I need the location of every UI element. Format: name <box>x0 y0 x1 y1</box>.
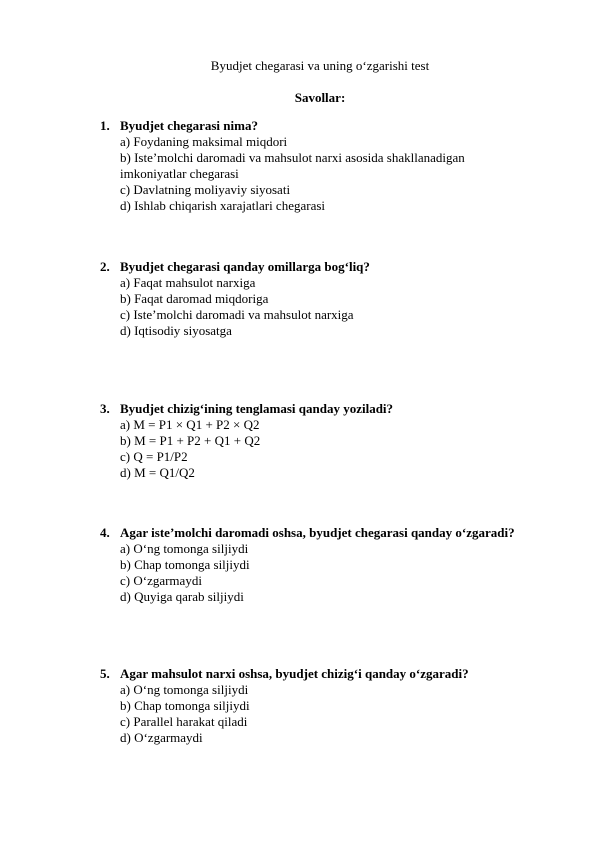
answer-option: a) Faqat mahsulot narxiga <box>120 275 256 290</box>
answer-options <box>100 417 580 481</box>
answer-option: a) Foydaning maksimal miqdori <box>120 134 288 149</box>
question-number: 4. <box>100 525 110 540</box>
question-number: 3. <box>100 401 110 416</box>
answer-option: a) O‘ng tomonga siljiydi <box>120 541 249 556</box>
question-number: 5. <box>100 666 110 681</box>
answer-options <box>100 682 580 746</box>
answer-options <box>100 275 580 339</box>
question-header <box>100 525 580 541</box>
section-heading: Savollar: <box>294 90 346 105</box>
answer-option: d) Quyiga qarab siljiydi <box>120 589 244 604</box>
question-text: Byudjet chegarasi qanday omillarga bog‘liq? <box>120 259 370 274</box>
question-text: Byudjet chegarasi nima? <box>120 118 258 133</box>
question-1 <box>100 118 580 214</box>
answer-option: d) O‘zgarmaydi <box>120 730 203 745</box>
question-header <box>100 118 580 134</box>
answer-option: d) M = Q1/Q2 <box>120 465 195 480</box>
answer-option: c) Parallel harakat qiladi <box>120 714 248 729</box>
question-header <box>100 666 580 682</box>
answer-option: b) M = P1 + P2 + Q1 + Q2 <box>120 433 261 448</box>
answer-options <box>100 134 580 214</box>
question-3 <box>100 401 580 481</box>
answer-options <box>100 541 580 605</box>
page-title: Byudjet chegarasi va uning o‘zgarishi test <box>210 58 430 73</box>
answer-option: b) Faqat daromad miqdoriga <box>120 291 269 306</box>
answer-option: c) Iste’molchi daromadi va mahsulot narxiga <box>120 307 354 322</box>
answer-option: c) O‘zgarmaydi <box>120 573 202 588</box>
answer-option: a) M = P1 × Q1 + P2 × Q2 <box>120 417 260 432</box>
question-text: Byudjet chizig‘ining tenglamasi qanday yoziladi? <box>120 401 394 416</box>
question-header <box>100 259 580 275</box>
answer-option: c) Davlatning moliyaviy siyosati <box>120 182 291 197</box>
question-header <box>100 401 580 417</box>
answer-option: a) O‘ng tomonga siljiydi <box>120 682 249 697</box>
question-number: 2. <box>100 259 110 274</box>
answer-option: b) Chap tomonga siljiydi <box>120 557 250 572</box>
answer-option: d) Iqtisodiy siyosatga <box>120 323 232 338</box>
question-number: 1. <box>100 118 110 133</box>
answer-option: b) Iste’molchi daromadi va mahsulot narxi asosida shakllanadigan imkoniyatlar chegarasi <box>120 150 465 181</box>
question-4 <box>100 525 580 605</box>
question-5 <box>100 666 580 746</box>
answer-option: d) Ishlab chiqarish xarajatlari chegarasi <box>120 198 326 213</box>
question-text: Agar iste’molchi daromadi oshsa, byudjet chegarasi qanday o‘zgaradi? <box>120 525 515 540</box>
answer-option: c) Q = P1/P2 <box>120 449 188 464</box>
question-text: Agar mahsulot narxi oshsa, byudjet chizig‘i qanday o‘zgaradi? <box>120 666 469 681</box>
answer-option: b) Chap tomonga siljiydi <box>120 698 250 713</box>
question-2 <box>100 259 580 339</box>
